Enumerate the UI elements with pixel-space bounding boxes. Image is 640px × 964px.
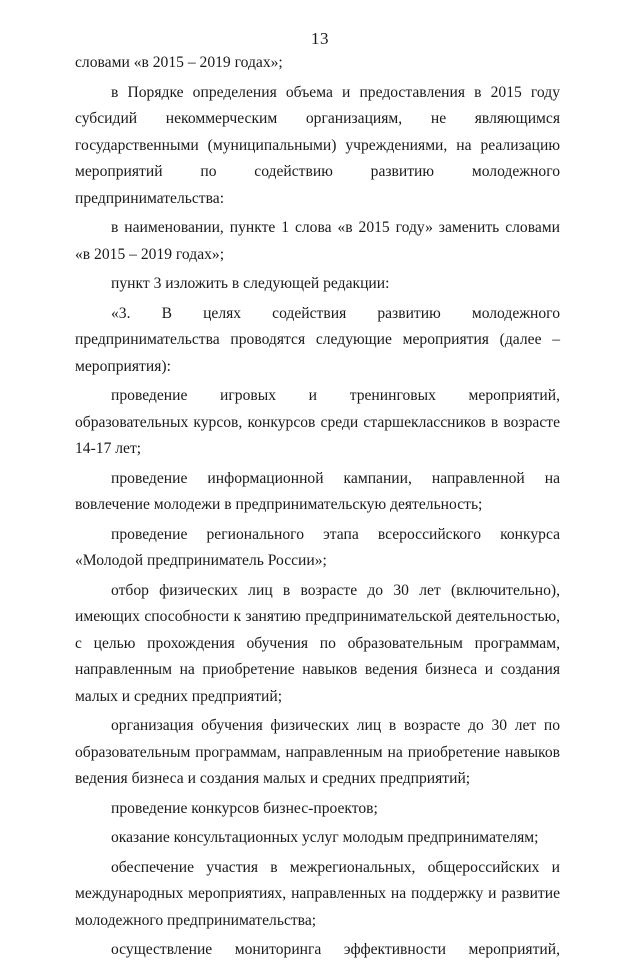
- document-body: [75, 50, 560, 964]
- paragraph-7: проведение информационной кампании, направленной на вовлечение молодежи в предпринимательскую деятельность;: [75, 469, 560, 513]
- paragraph-1: словами «в 2015 – 2019 годах»;: [75, 54, 283, 71]
- paragraph-8: проведение регионального этапа всероссийского конкурса «Молодой предприниматель России»;: [75, 525, 560, 569]
- paragraph-2: в Порядке определения объема и предоставления в 2015 году субсидий некоммерческим организациям, не являющимся государственными (муниципальными) учреждениями, на реализацию мероприятий по содействию развитию молодежного предпринимательства:: [75, 83, 560, 207]
- paragraph-6: проведение игровых и тренинговых мероприятий, образовательных курсов, конкурсов среди старшеклассников в возрасте 14-17 лет;: [75, 387, 560, 457]
- paragraph-14: осуществление мониторинга эффективности мероприятий,: [111, 941, 560, 958]
- paragraph-4: пункт 3 изложить в следующей редакции:: [111, 275, 390, 292]
- paragraph-13: обеспечение участия в межрегиональных, общероссийских и международных мероприятиях, направленных на поддержку и развитие молодежного предпринимательства;: [75, 858, 560, 929]
- paragraph-3: в наименовании, пункте 1 слова «в 2015 году» заменить словами «в 2015 – 2019 годах»;: [75, 219, 560, 263]
- paragraph-11: проведение конкурсов бизнес-проектов;: [111, 799, 378, 817]
- paragraph-10: организация обучения физических лиц в возрасте до 30 лет по образовательным программам, направленным на приобретение навыков ведения бизнеса и создания малых и средних предприятий;: [75, 717, 560, 787]
- page-number: 13: [311, 29, 329, 48]
- paragraph-12: оказание консультационных услуг молодым предпринимателям;: [111, 829, 539, 846]
- paragraph-9: отбор физических лиц в возрасте до 30 лет (включительно), имеющих способности к занятию предпринимательской деятельностью, с целью прохождения обучения по образовательным программам, направленным на приобретение навыков ведения бизнеса и создания малых и средних предприятий;: [75, 581, 560, 705]
- paragraph-5: «3. В целях содействия развитию молодежного предпринимательства проводятся следующие мероприятия (далее – мероприятия):: [75, 304, 560, 375]
